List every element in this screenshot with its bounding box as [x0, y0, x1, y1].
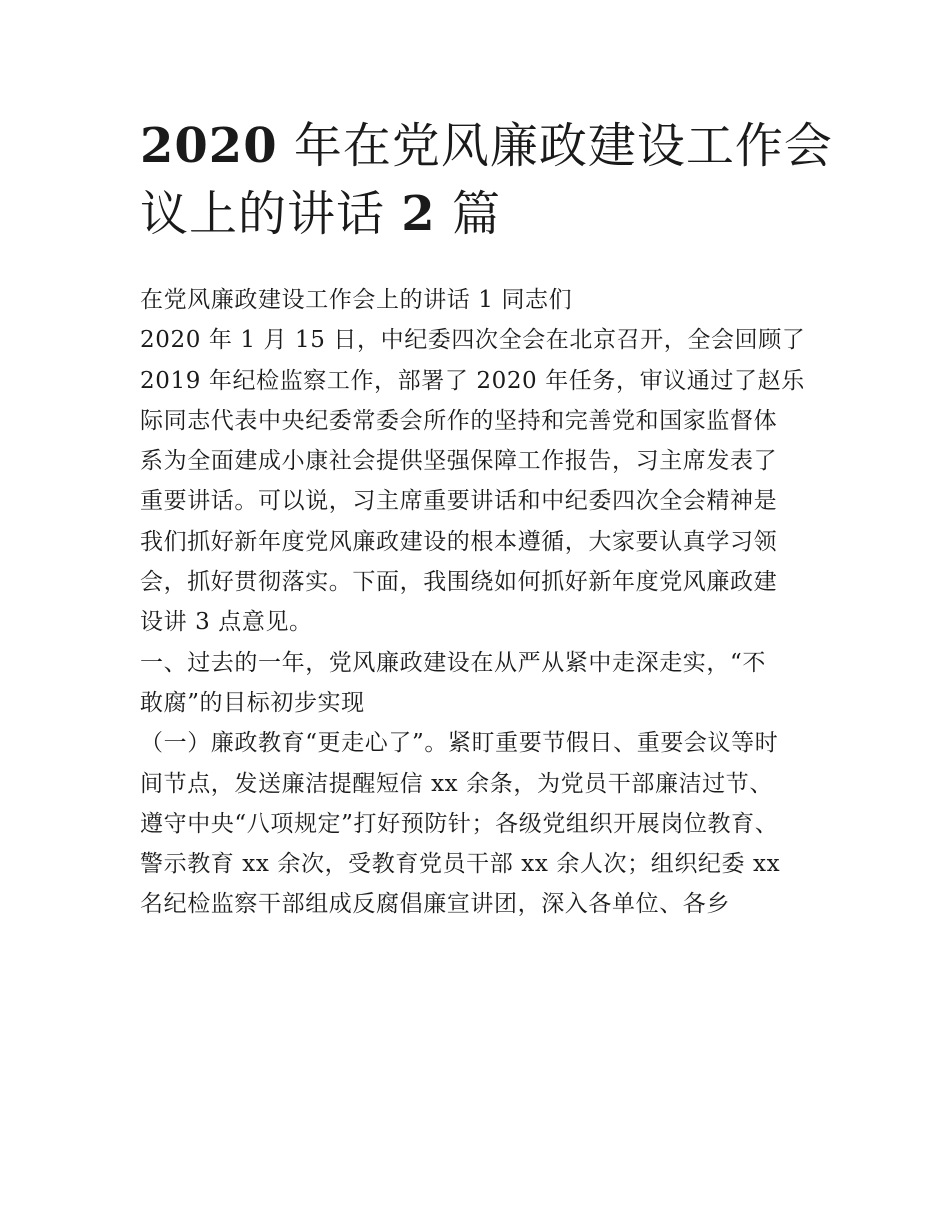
body-line: 会，抓好贯彻落实。下面，我围绕如何抓好新年度党风廉政建	[140, 569, 778, 596]
body-line: 名纪检监察干部组成反腐倡廉宣讲团，深入各单位、各乡	[140, 891, 730, 918]
title-text-1: 年在党风廉政建设工作会	[293, 118, 833, 174]
title-text-3: 篇	[451, 186, 501, 242]
body-line: 重要讲话。可以说，习主席重要讲话和中纪委四次全会精神是	[140, 488, 778, 515]
body-line: 警示教育 xx 余次，受教育党员干部 xx 余人次；组织纪委 xx	[140, 851, 781, 878]
title-year: 2020	[140, 118, 278, 174]
body-line: 间节点，发送廉洁提醒短信 xx 余条，为党员干部廉洁过节、	[140, 770, 773, 797]
body-line: 在党风廉政建设工作会上的讲话 1 同志们	[140, 287, 573, 313]
document-body	[140, 280, 830, 925]
title-count: 2	[401, 186, 436, 242]
section-heading-line: 一、过去的一年，党风廉政建设在从严从紧中走深走实，“不	[140, 649, 766, 676]
title-line-1	[140, 112, 833, 180]
body-line: 我们抓好新年度党风廉政建设的根本遵循，大家要认真学习领	[140, 528, 778, 555]
title-text-2: 议上的讲话	[140, 186, 386, 242]
section-heading-line: 敢腐”的目标初步实现	[140, 689, 365, 716]
body-line: 2020 年 1 月 15 日，中纪委四次全会在北京召开，全会回顾了	[140, 327, 806, 354]
title-line-2	[140, 180, 820, 248]
body-line: 际同志代表中央纪委常委会所作的坚持和完善党和国家监督体	[140, 407, 778, 434]
body-line: 设讲 3 点意见。	[140, 609, 313, 636]
body-line: 2019 年纪检监察工作，部署了 2020 年任务，审议通过了赵乐	[140, 367, 805, 394]
document-title	[140, 112, 833, 248]
body-line: （一）廉政教育“更走心了”。紧盯重要节假日、重要会议等时	[140, 730, 779, 757]
body-line: 系为全面建成小康社会提供坚强保障工作报告，习主席发表了	[140, 448, 778, 475]
body-line: 遵守中央“八项规定”打好预防针；各级党组织开展岗位教育、	[140, 810, 779, 837]
